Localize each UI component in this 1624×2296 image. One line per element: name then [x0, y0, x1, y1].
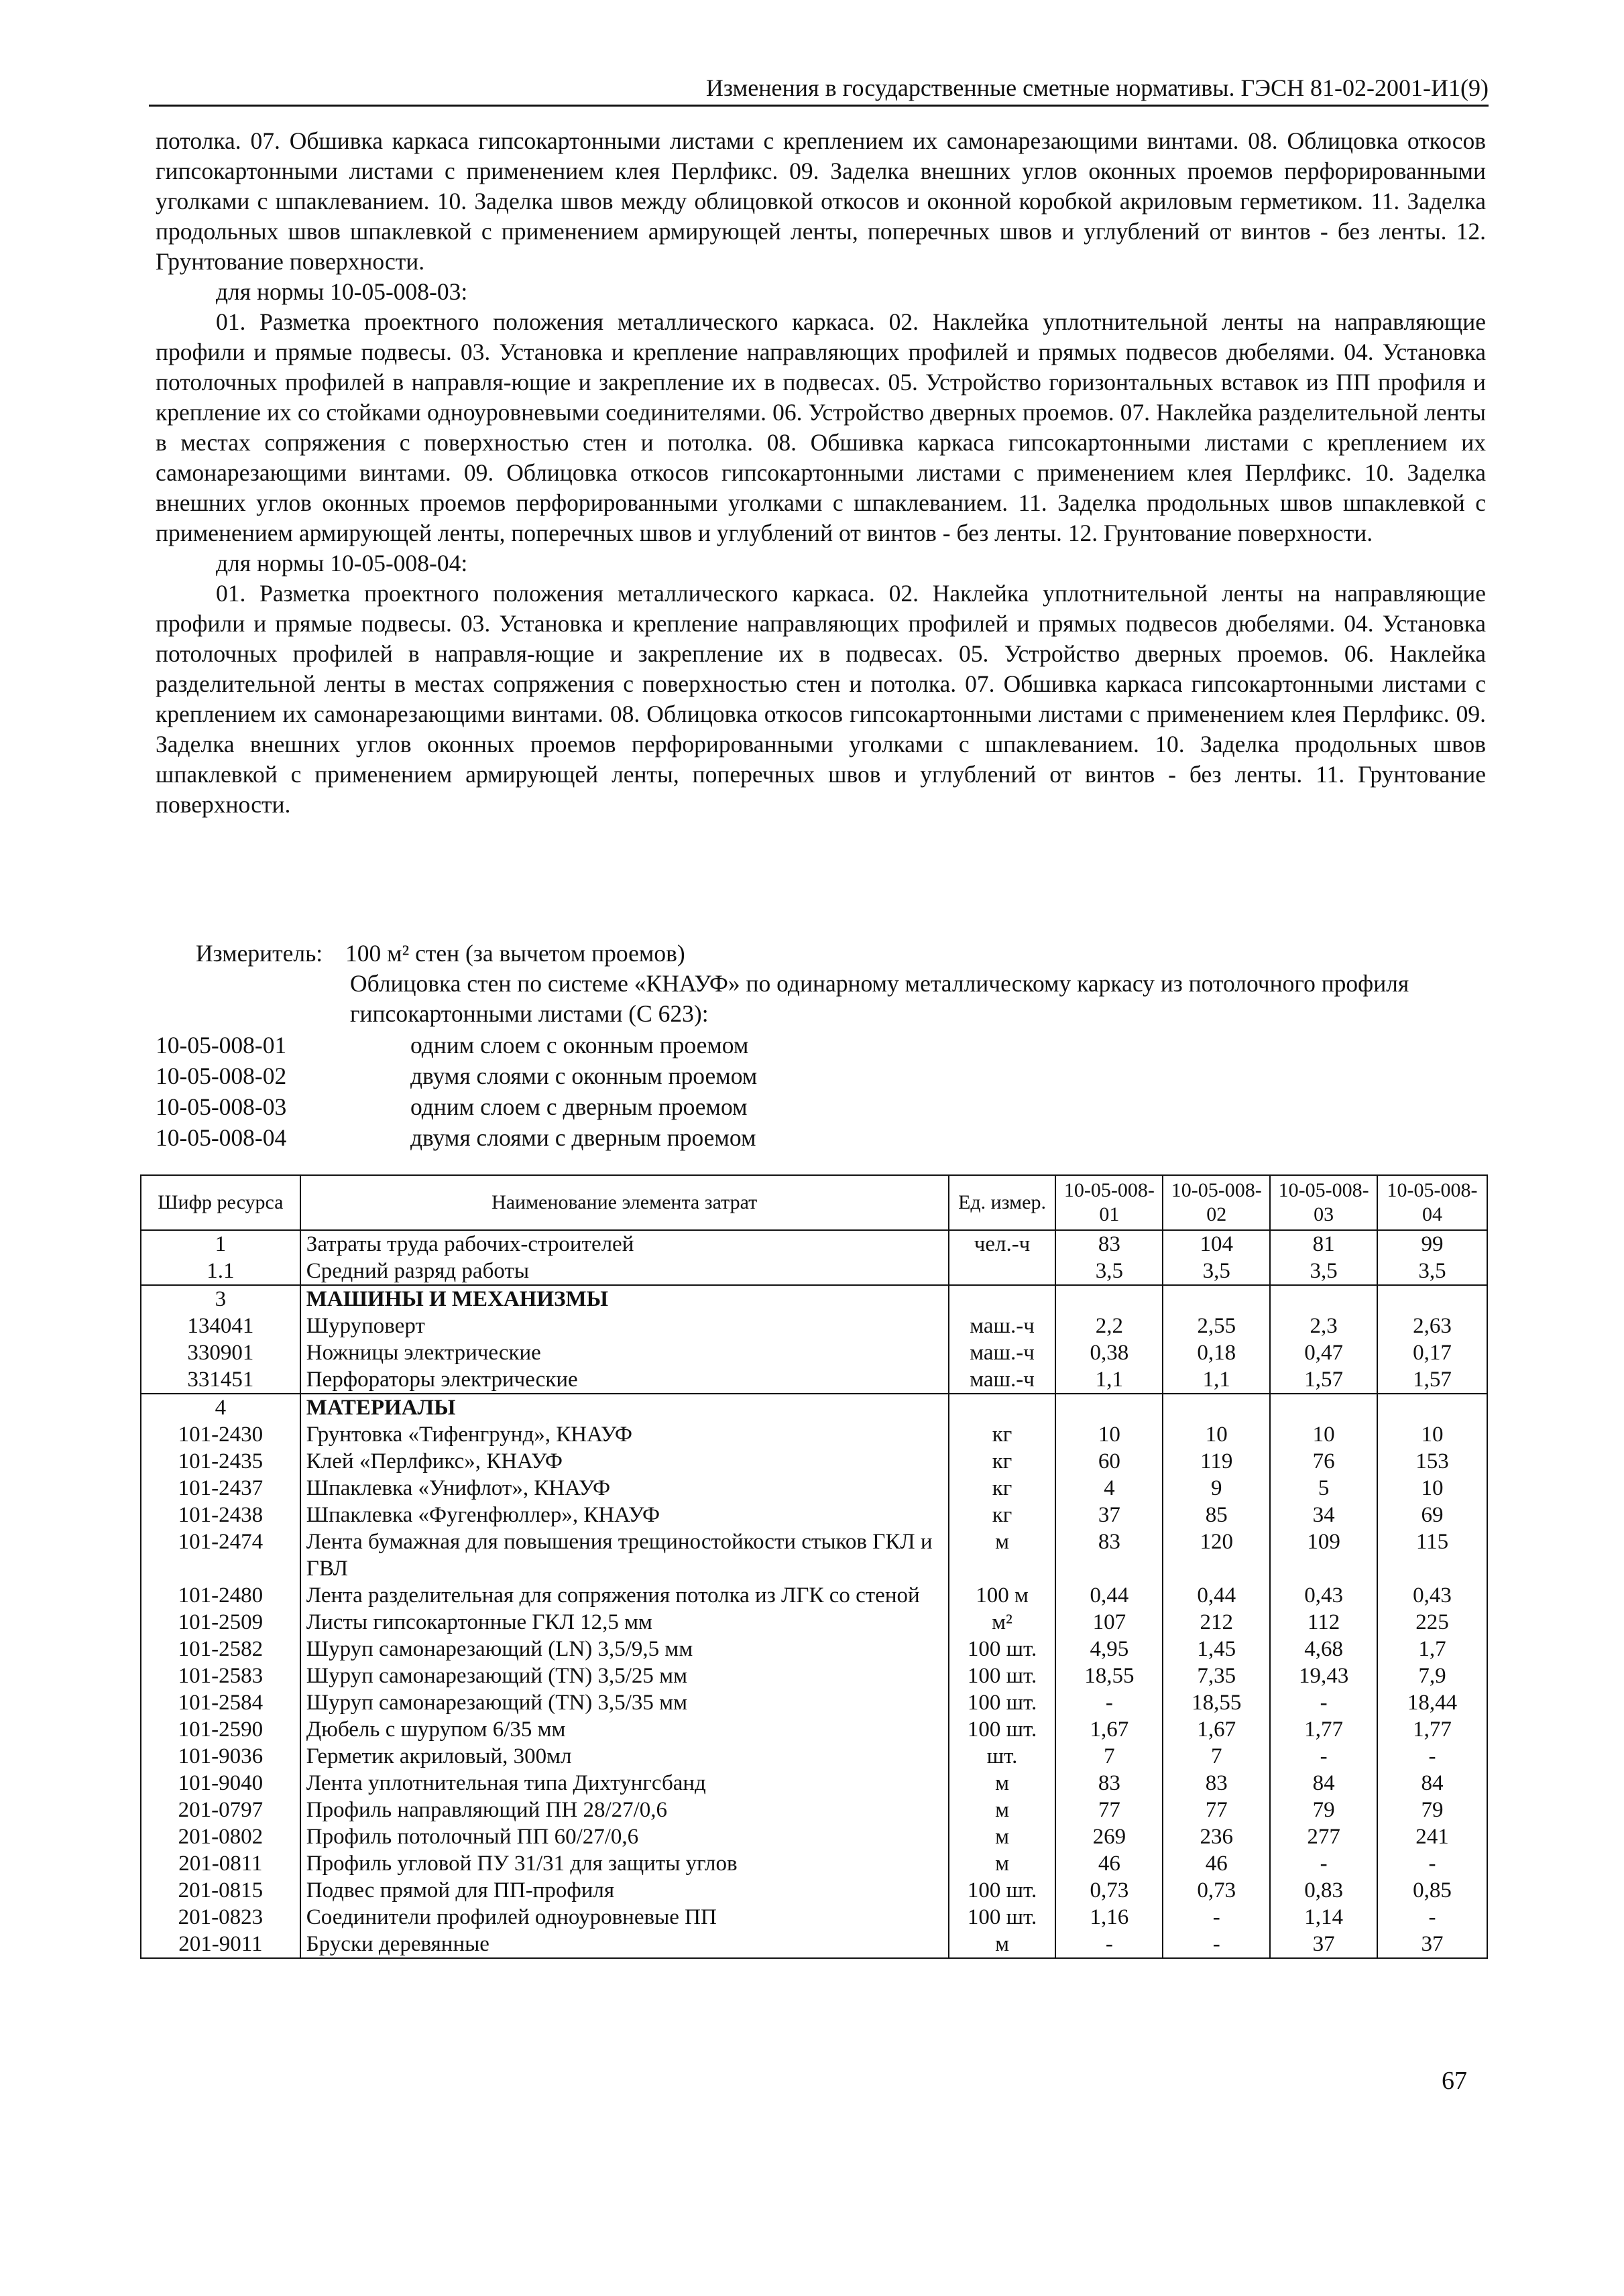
- cell-value: -: [1163, 1904, 1270, 1931]
- header-col-1: 10-05-008-01: [1055, 1175, 1163, 1230]
- cell-code: 201-9011: [141, 1931, 300, 1958]
- cell-value: 1,77: [1270, 1716, 1377, 1743]
- cell-value: 0,44: [1055, 1582, 1163, 1609]
- paragraph-norm-04: 01. Разметка проектного положения металлического каркаса. 02. Наклейка уплотнительной ленты на направляющие профили и прямые подвесы. 03. Установка и крепление направляющих профилей и прямых подвесов дюбелями. 04. Установка потолочных профилей в направля-ющие и закрепление их в подвесах. 05. Устройство дверных проемов. 06. Наклейка разделительной ленты в местах сопряжения с поверхностью стен и потолка. 07. Обшивка каркаса гипсокартонными листами с креплением их самонарезающими винтами. 08. Облицовка откосов гипсокартонными листами с применением клея Перлфикс. 09. Заделка внешних углов оконных проемов перфорированными уголками с шпаклеванием. 10. Заделка продольных швов шпаклевкой с применением армирующей ленты, поперечных швов и углублений от винтов - без ленты. 11. Грунтование поверхности.: [156, 580, 1486, 818]
- cell-value: 77: [1163, 1797, 1270, 1823]
- cell-value: 2,3: [1270, 1313, 1377, 1339]
- cell-name: Герметик акриловый, 300мл: [300, 1743, 949, 1770]
- norm-variant-name: одним слоем с дверным проемом: [410, 1093, 748, 1120]
- cell-code: 101-2583: [141, 1663, 300, 1689]
- header-col-3: 10-05-008-03: [1270, 1175, 1377, 1230]
- cell-code: 201-0823: [141, 1904, 300, 1931]
- cell-unit: м: [949, 1797, 1056, 1823]
- table-row: [141, 1663, 1487, 1689]
- table-row: [141, 1609, 1487, 1636]
- cell-value: 81: [1270, 1230, 1377, 1258]
- table-body: [141, 1230, 1487, 1958]
- cell-name: МАШИНЫ И МЕХАНИЗМЫ: [300, 1285, 949, 1313]
- cell-value: 3,5: [1055, 1258, 1163, 1285]
- norm-variant-code: 10-05-008-03: [156, 1093, 287, 1120]
- cell-code: 101-2435: [141, 1448, 300, 1475]
- cell-value: 2,55: [1163, 1313, 1270, 1339]
- cell-value: 79: [1270, 1797, 1377, 1823]
- table-row: [141, 1258, 1487, 1285]
- header-name: Наименование элемента затрат: [300, 1175, 949, 1230]
- cell-value: 0,38: [1055, 1339, 1163, 1366]
- cell-value: -: [1055, 1689, 1163, 1716]
- cell-value: 0,43: [1377, 1582, 1487, 1609]
- cell-value: 46: [1055, 1850, 1163, 1877]
- cell-code: 101-9040: [141, 1770, 300, 1797]
- cell-value: 1,7: [1377, 1636, 1487, 1663]
- cell-value: -: [1377, 1850, 1487, 1877]
- cell-unit: м: [949, 1770, 1056, 1797]
- table-row: [141, 1770, 1487, 1797]
- table-row: [141, 1636, 1487, 1663]
- cell-name: Лента разделительная для сопряжения потолка из ЛГК со стеной: [300, 1582, 949, 1609]
- cell-name: Дюбель с шурупом 6/35 мм: [300, 1716, 949, 1743]
- norm-variant-code: 10-05-008-04: [156, 1124, 287, 1151]
- cell-value: 4,95: [1055, 1636, 1163, 1663]
- cell-value: 2,2: [1055, 1313, 1163, 1339]
- cell-value: 37: [1377, 1931, 1487, 1958]
- cell-value: [1055, 1285, 1163, 1313]
- cell-value: 1,16: [1055, 1904, 1163, 1931]
- cell-value: 84: [1270, 1770, 1377, 1797]
- cell-name: Соединители профилей одноуровневые ПП: [300, 1904, 949, 1931]
- header-col-2: 10-05-008-02: [1163, 1175, 1270, 1230]
- cell-unit: м: [949, 1823, 1056, 1850]
- cell-value: 109: [1270, 1528, 1377, 1582]
- cell-code: 1: [141, 1230, 300, 1258]
- norm-variant-name: двумя слоями с оконным проемом: [410, 1063, 758, 1089]
- cell-value: 18,44: [1377, 1689, 1487, 1716]
- cell-value: 7: [1163, 1743, 1270, 1770]
- cell-value: 60: [1055, 1448, 1163, 1475]
- body-text: [156, 126, 1486, 820]
- cell-value: 120: [1163, 1528, 1270, 1582]
- cell-code: 201-0797: [141, 1797, 300, 1823]
- cell-value: 18,55: [1163, 1689, 1270, 1716]
- cell-value: 1,77: [1377, 1716, 1487, 1743]
- cell-unit: шт.: [949, 1743, 1056, 1770]
- table-header-row: [141, 1175, 1487, 1230]
- cell-value: 1,1: [1055, 1366, 1163, 1394]
- header-unit: Ед. измер.: [949, 1175, 1056, 1230]
- cell-value: 0,73: [1163, 1877, 1270, 1904]
- table-row: [141, 1689, 1487, 1716]
- cell-value: 9: [1163, 1475, 1270, 1502]
- resource-table: [140, 1174, 1488, 1959]
- cell-value: 10: [1377, 1475, 1487, 1502]
- meter-label: Измеритель:: [196, 940, 323, 967]
- page-number: 67: [1442, 2067, 1467, 2095]
- norm-variant-code: 10-05-008-02: [156, 1063, 287, 1089]
- cell-value: -: [1270, 1743, 1377, 1770]
- cell-value: 34: [1270, 1502, 1377, 1528]
- cell-value: 0,85: [1377, 1877, 1487, 1904]
- cell-value: 2,63: [1377, 1313, 1487, 1339]
- table-row: [141, 1743, 1487, 1770]
- cell-value: 1,1: [1163, 1366, 1270, 1394]
- meter-value: 100 м² стен (за вычетом проемов): [345, 940, 685, 967]
- table-row: [141, 1394, 1487, 1421]
- cell-value: 84: [1377, 1770, 1487, 1797]
- cell-unit: [949, 1394, 1056, 1421]
- cell-code: 201-0802: [141, 1823, 300, 1850]
- cell-name: Шуруп самонарезающий (TN) 3,5/35 мм: [300, 1689, 949, 1716]
- cell-value: 85: [1163, 1502, 1270, 1528]
- cell-name: Бруски деревянные: [300, 1931, 949, 1958]
- cell-unit: 100 шт.: [949, 1663, 1056, 1689]
- norm-heading-03: для нормы 10-05-008-03:: [216, 278, 468, 305]
- cell-unit: [949, 1285, 1056, 1313]
- cell-value: 112: [1270, 1609, 1377, 1636]
- cell-value: 19,43: [1270, 1663, 1377, 1689]
- cell-unit: м: [949, 1931, 1056, 1958]
- cell-unit: маш.-ч: [949, 1339, 1056, 1366]
- cell-value: 0,47: [1270, 1339, 1377, 1366]
- cell-value: 83: [1055, 1770, 1163, 1797]
- table-row: [141, 1716, 1487, 1743]
- cell-value: 3,5: [1163, 1258, 1270, 1285]
- cell-unit: 100 шт.: [949, 1636, 1056, 1663]
- cell-value: [1163, 1394, 1270, 1421]
- cell-value: 10: [1270, 1421, 1377, 1448]
- cell-name: Клей «Перлфикс», КНАУФ: [300, 1448, 949, 1475]
- cell-code: 134041: [141, 1313, 300, 1339]
- cell-value: 7,9: [1377, 1663, 1487, 1689]
- cell-value: 1,67: [1055, 1716, 1163, 1743]
- cell-unit: 100 м: [949, 1582, 1056, 1609]
- cell-code: 1.1: [141, 1258, 300, 1285]
- cell-name: Подвес прямой для ПП-профиля: [300, 1877, 949, 1904]
- cell-code: 101-2480: [141, 1582, 300, 1609]
- cell-unit: маш.-ч: [949, 1366, 1056, 1394]
- cell-value: [1270, 1285, 1377, 1313]
- cell-code: 101-2590: [141, 1716, 300, 1743]
- cell-value: 37: [1055, 1502, 1163, 1528]
- cell-value: 10: [1055, 1421, 1163, 1448]
- meter-description: Облицовка стен по системе «КНАУФ» по одинарному металлическому каркасу из потолочного профиля гипсокартонными листами (С 623):: [350, 970, 1409, 1027]
- cell-value: 153: [1377, 1448, 1487, 1475]
- cell-value: 3,5: [1377, 1258, 1487, 1285]
- cell-value: [1270, 1394, 1377, 1421]
- cell-name: Профиль угловой ПУ 31/31 для защиты углов: [300, 1850, 949, 1877]
- cell-name: Профиль направляющий ПН 28/27/0,6: [300, 1797, 949, 1823]
- cell-name: Шпаклевка «Фугенфюллер», КНАУФ: [300, 1502, 949, 1528]
- cell-value: 1,45: [1163, 1636, 1270, 1663]
- table-row: [141, 1877, 1487, 1904]
- cell-value: 236: [1163, 1823, 1270, 1850]
- cell-name: Шуруповерт: [300, 1313, 949, 1339]
- cell-name: Шуруп самонарезающий (LN) 3,5/9,5 мм: [300, 1636, 949, 1663]
- cell-value: 4: [1055, 1475, 1163, 1502]
- table-row: [141, 1421, 1487, 1448]
- header-title: Изменения в государственные сметные нормативы. ГЭСН 81-02-2001-И1(9): [705, 74, 1489, 101]
- cell-code: 201-0811: [141, 1850, 300, 1877]
- table-row: [141, 1475, 1487, 1502]
- header-col-4: 10-05-008-04: [1377, 1175, 1487, 1230]
- cell-value: [1377, 1394, 1487, 1421]
- cell-value: [1163, 1285, 1270, 1313]
- cell-value: 277: [1270, 1823, 1377, 1850]
- table-row: [141, 1502, 1487, 1528]
- meter-block: [156, 939, 1490, 1027]
- cell-value: 0,17: [1377, 1339, 1487, 1366]
- cell-code: 101-2509: [141, 1609, 300, 1636]
- cell-unit: м: [949, 1850, 1056, 1877]
- cell-code: 101-2430: [141, 1421, 300, 1448]
- cell-value: 119: [1163, 1448, 1270, 1475]
- cell-code: 101-2438: [141, 1502, 300, 1528]
- table-row: [141, 1528, 1487, 1582]
- cell-value: 104: [1163, 1230, 1270, 1258]
- cell-unit: кг: [949, 1475, 1056, 1502]
- cell-name: Шпаклевка «Унифлот», КНАУФ: [300, 1475, 949, 1502]
- cell-value: 77: [1055, 1797, 1163, 1823]
- header-code: Шифр ресурса: [141, 1175, 300, 1230]
- cell-value: 115: [1377, 1528, 1487, 1582]
- cell-name: Перфораторы электрические: [300, 1366, 949, 1394]
- table-row: [141, 1339, 1487, 1366]
- page-header: [149, 70, 1489, 107]
- table-row: [141, 1931, 1487, 1958]
- cell-code: 201-0815: [141, 1877, 300, 1904]
- cell-name: Лента бумажная для повышения трещиностойкости стыков ГКЛ и ГВЛ: [300, 1528, 949, 1582]
- cell-value: 0,43: [1270, 1582, 1377, 1609]
- cell-value: 4,68: [1270, 1636, 1377, 1663]
- cell-value: 99: [1377, 1230, 1487, 1258]
- cell-value: 10: [1163, 1421, 1270, 1448]
- cell-unit: кг: [949, 1502, 1056, 1528]
- cell-code: 3: [141, 1285, 300, 1313]
- cell-value: 18,55: [1055, 1663, 1163, 1689]
- paragraph-norm-03: 01. Разметка проектного положения металлического каркаса. 02. Наклейка уплотнительной ленты на направляющие профили и прямые подвесы. 03. Установка и крепление направляющих профилей и прямых подвесов дюбелями. 04. Установка потолочных профилей в направля-ющие и закрепление их в подвесах. 05. Устройство горизонтальных вставок из ПП профиля и крепление их со стойками одноуровневыми соединителями. 06. Устройство дверных проемов. 07. Наклейка разделительной ленты в местах сопряжения с поверхностью стен и потолка. 08. Обшивка каркаса гипсокартонными листами с креплением их самонарезающими винтами. 09. Облицовка откосов гипсокартонными листами с применением клея Перлфикс. 10. Заделка внешних углов оконных проемов перфорированными уголками с шпаклеванием. 11. Заделка продольных швов шпаклевкой с применением армирующей ленты, поперечных швов и углублений от винтов - без ленты. 12. Грунтование поверхности.: [156, 308, 1486, 546]
- norm-heading-04: для нормы 10-05-008-04:: [216, 550, 468, 577]
- table-row: [141, 1313, 1487, 1339]
- cell-value: -: [1163, 1931, 1270, 1958]
- cell-value: -: [1055, 1931, 1163, 1958]
- cell-unit: [949, 1258, 1056, 1285]
- cell-value: -: [1377, 1743, 1487, 1770]
- cell-value: 10: [1377, 1421, 1487, 1448]
- paragraph-continuation: потолка. 07. Обшивка каркаса гипсокартонными листами с креплением их самонарезающими винтами. 08. Облицовка откосов гипсокартонными листами с применением клея Перлфикс. 09. Заделка внешних углов оконных проемов перфорированными уголками с шпаклеванием. 10. Заделка швов между облицовкой откосов и оконной коробкой акриловым герметиком. 11. Заделка продольных швов шпаклевкой с применением армирующей ленты, поперечных швов и углублений от винтов - без ленты. 12. Грунтование поверхности.: [156, 127, 1486, 275]
- cell-value: [1055, 1394, 1163, 1421]
- cell-value: 1,14: [1270, 1904, 1377, 1931]
- cell-value: 46: [1163, 1850, 1270, 1877]
- cell-value: 83: [1055, 1528, 1163, 1582]
- cell-name: Шуруп самонарезающий (TN) 3,5/25 мм: [300, 1663, 949, 1689]
- cell-value: 76: [1270, 1448, 1377, 1475]
- cell-code: 101-9036: [141, 1743, 300, 1770]
- norm-variant-name: двумя слоями с дверным проемом: [410, 1124, 756, 1151]
- cell-value: 0,73: [1055, 1877, 1163, 1904]
- table-row: [141, 1904, 1487, 1931]
- cell-value: [1377, 1285, 1487, 1313]
- cell-value: 83: [1163, 1770, 1270, 1797]
- cell-name: Ножницы электрические: [300, 1339, 949, 1366]
- cell-unit: кг: [949, 1421, 1056, 1448]
- table-row: [141, 1448, 1487, 1475]
- cell-value: 1,67: [1163, 1716, 1270, 1743]
- cell-name: Листы гипсокартонные ГКЛ 12,5 мм: [300, 1609, 949, 1636]
- cell-unit: 100 шт.: [949, 1689, 1056, 1716]
- cell-code: 330901: [141, 1339, 300, 1366]
- cell-name: Средний разряд работы: [300, 1258, 949, 1285]
- cell-value: 1,57: [1377, 1366, 1487, 1394]
- cell-name: Грунтовка «Тифенгрунд», КНАУФ: [300, 1421, 949, 1448]
- cell-code: 331451: [141, 1366, 300, 1394]
- cell-value: 5: [1270, 1475, 1377, 1502]
- cell-unit: м²: [949, 1609, 1056, 1636]
- cell-value: -: [1270, 1689, 1377, 1716]
- table-row: [141, 1366, 1487, 1394]
- table-row: [141, 1823, 1487, 1850]
- table-row: [141, 1850, 1487, 1877]
- cell-value: 0,44: [1163, 1582, 1270, 1609]
- cell-unit: м: [949, 1528, 1056, 1582]
- cell-value: 83: [1055, 1230, 1163, 1258]
- cell-value: 69: [1377, 1502, 1487, 1528]
- cell-code: 101-2474: [141, 1528, 300, 1582]
- cell-value: 1,57: [1270, 1366, 1377, 1394]
- table-row: [141, 1230, 1487, 1258]
- cell-code: 101-2437: [141, 1475, 300, 1502]
- norm-variant-name: одним слоем с оконным проемом: [410, 1032, 749, 1059]
- cell-value: 3,5: [1270, 1258, 1377, 1285]
- cell-unit: маш.-ч: [949, 1313, 1056, 1339]
- cell-value: -: [1377, 1904, 1487, 1931]
- norm-variant-code: 10-05-008-01: [156, 1032, 287, 1059]
- cell-value: 7,35: [1163, 1663, 1270, 1689]
- cell-value: 241: [1377, 1823, 1487, 1850]
- cell-value: 0,18: [1163, 1339, 1270, 1366]
- table-row: [141, 1797, 1487, 1823]
- cell-value: 0,83: [1270, 1877, 1377, 1904]
- cell-unit: кг: [949, 1448, 1056, 1475]
- cell-unit: 100 шт.: [949, 1877, 1056, 1904]
- cell-name: Лента уплотнительная типа Дихтунгсбанд: [300, 1770, 949, 1797]
- cell-unit: 100 шт.: [949, 1716, 1056, 1743]
- table-row: [141, 1582, 1487, 1609]
- cell-value: 7: [1055, 1743, 1163, 1770]
- cell-value: 269: [1055, 1823, 1163, 1850]
- cell-unit: чел.-ч: [949, 1230, 1056, 1258]
- cell-value: 212: [1163, 1609, 1270, 1636]
- cell-value: -: [1270, 1850, 1377, 1877]
- cell-value: 107: [1055, 1609, 1163, 1636]
- cell-value: 37: [1270, 1931, 1377, 1958]
- cell-value: 79: [1377, 1797, 1487, 1823]
- cell-unit: 100 шт.: [949, 1904, 1056, 1931]
- cell-value: 225: [1377, 1609, 1487, 1636]
- cell-code: 4: [141, 1394, 300, 1421]
- cell-code: 101-2584: [141, 1689, 300, 1716]
- table-row: [141, 1285, 1487, 1313]
- cell-name: МАТЕРИАЛЫ: [300, 1394, 949, 1421]
- cell-name: Затраты труда рабочих-строителей: [300, 1230, 949, 1258]
- cell-name: Профиль потолочный ПП 60/27/0,6: [300, 1823, 949, 1850]
- cell-code: 101-2582: [141, 1636, 300, 1663]
